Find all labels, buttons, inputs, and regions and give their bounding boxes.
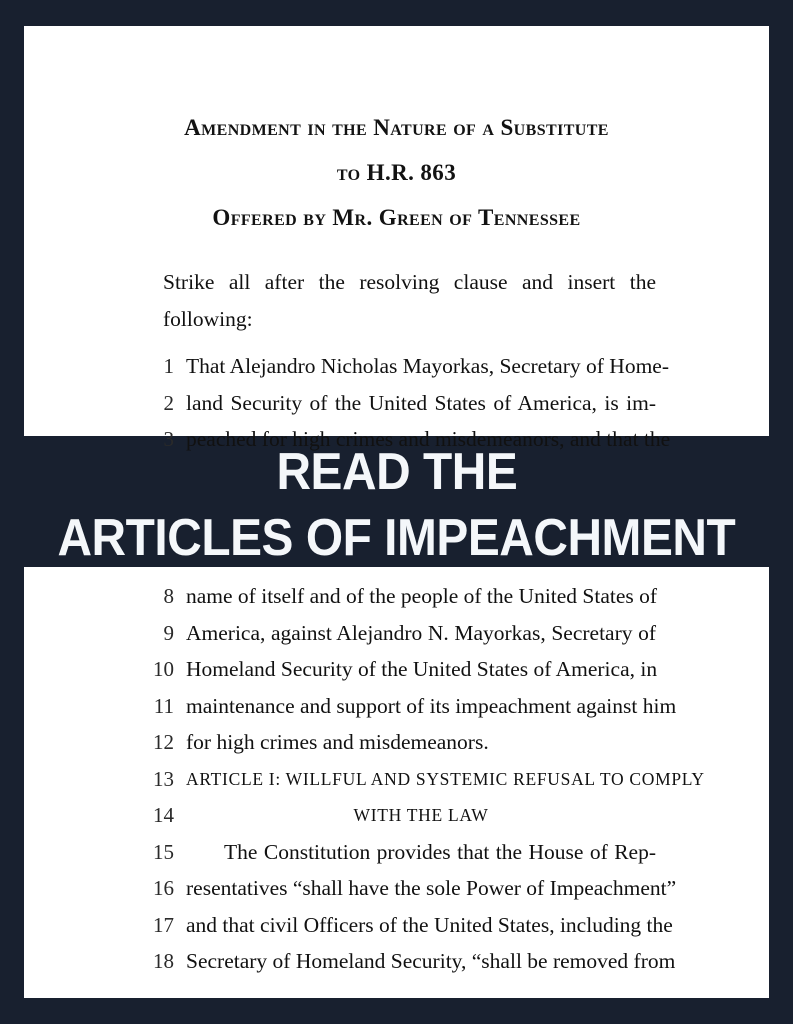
line-text: resentatives “shall have the sole Power of Impeachment” xyxy=(186,876,677,900)
bill-line xyxy=(24,907,769,944)
line-number: 8 xyxy=(163,584,174,608)
bill-heading-amendment: Amendment in the Nature of a Substitute xyxy=(184,115,609,140)
line-number: 3 xyxy=(163,427,174,451)
line-text: maintenance and support of its impeachment against him xyxy=(186,693,677,718)
line-number: 9 xyxy=(163,620,174,645)
line-number: 17 xyxy=(153,912,174,937)
line-number: 2 xyxy=(163,390,174,415)
intro-line-2: following: xyxy=(163,306,253,331)
document-bottom-inner xyxy=(24,567,769,998)
line-text: The Constitution provides that the House of Rep- xyxy=(224,839,656,864)
document-panel-bottom xyxy=(24,567,769,998)
line-text: Homeland Security of the United States of America, in xyxy=(186,657,658,681)
bill-line xyxy=(24,761,769,798)
bill-line xyxy=(24,834,769,871)
bill-heading-hr-number: to H.R. 863 xyxy=(336,160,457,185)
banner-headline-line-2: ARTICLES OF IMPEACHMENT xyxy=(57,509,736,567)
line-number: 14 xyxy=(153,803,174,827)
bill-heading-offered-by: Offered by Mr. Green of Tennessee xyxy=(212,205,581,230)
document-panel-top xyxy=(24,26,769,451)
bill-line xyxy=(24,385,769,422)
line-text: Secretary of Homeland Security, “shall be removed from xyxy=(186,949,676,973)
line-number: 12 xyxy=(153,730,174,754)
line-text: and that civil Officers of the United States, including the xyxy=(186,912,673,937)
bill-line xyxy=(24,797,769,834)
bill-line xyxy=(24,651,769,688)
line-number: 1 xyxy=(163,354,174,378)
line-text: That Alejandro Nicholas Mayorkas, Secretary of Home- xyxy=(186,354,669,378)
bill-line xyxy=(24,870,769,907)
numbered-lines-bottom xyxy=(24,578,769,980)
line-number: 16 xyxy=(153,876,174,900)
line-number: 10 xyxy=(153,657,174,681)
numbered-lines-top xyxy=(24,348,769,458)
intro-line-1: Strike all after the resolving clause and insert the xyxy=(163,270,656,294)
line-text: for high crimes and misdemeanors. xyxy=(186,730,489,754)
line-text: name of itself and of the people of the United States of xyxy=(186,584,658,608)
line-text-article-heading-continued: WITH THE LAW xyxy=(353,805,489,825)
line-number: 11 xyxy=(153,693,174,718)
line-number: 18 xyxy=(153,949,174,973)
document-top-inner xyxy=(24,26,769,451)
line-text: America, against Alejandro N. Mayorkas, Secretary of xyxy=(186,620,656,645)
bill-line xyxy=(24,943,769,980)
bill-line xyxy=(24,724,769,761)
bill-line xyxy=(24,688,769,725)
intro-paragraph xyxy=(163,264,656,337)
banner-headline xyxy=(0,443,793,567)
line-number: 15 xyxy=(153,839,174,864)
line-text-article-heading: ARTICLE I: WILLFUL AND SYSTEMIC REFUSAL TO COMPLY xyxy=(186,768,705,789)
line-number: 13 xyxy=(153,766,174,791)
bill-line xyxy=(24,348,769,385)
line-text: land Security of the United States of America, is im- xyxy=(186,390,656,415)
banner-headline-line-1: READ THE xyxy=(276,443,517,501)
bill-line xyxy=(24,615,769,652)
line-text: peached for high crimes and misdemeanors, and that the xyxy=(186,427,671,451)
bill-line xyxy=(24,578,769,615)
